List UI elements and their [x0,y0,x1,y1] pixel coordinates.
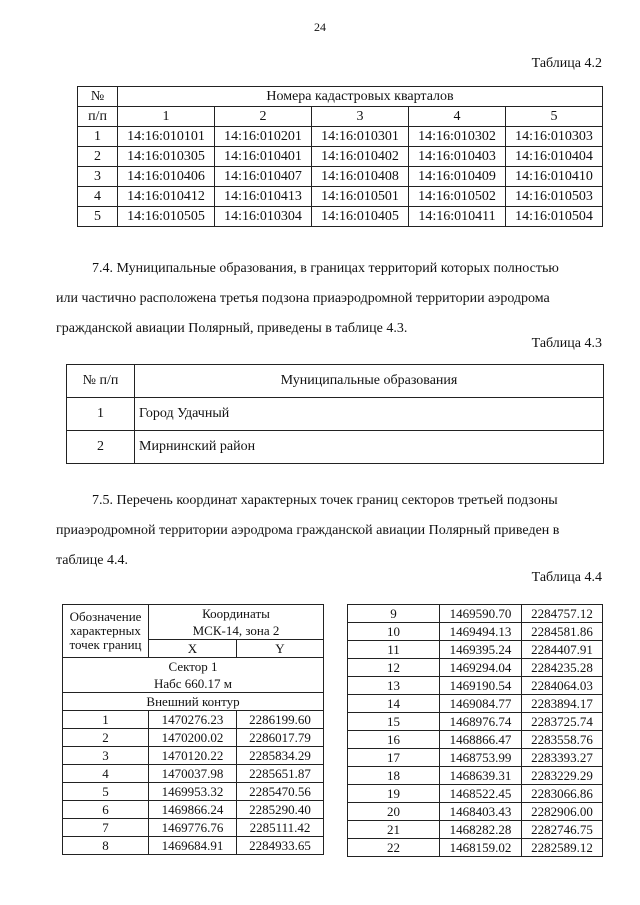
point-number: 6 [63,801,149,819]
table-row [63,747,324,765]
coord-y: 2285470.56 [237,783,324,801]
header-coordinates: Координаты [149,605,324,623]
table-4-4-right [347,604,603,857]
coord-x: 1468639.31 [440,767,522,785]
coord-y: 2284581.86 [522,623,603,641]
page-number: 24 [314,20,326,34]
para-line: приаэродромной территории аэродрома гражданской авиации Полярный приведен в [56,523,560,538]
header-coordinate-system: МСК-14, зона 2 [149,622,324,640]
coord-y: 2283894.17 [522,695,603,713]
cadastral-quarter: 14:16:010410 [506,167,603,187]
coord-y: 2282746.75 [522,821,603,839]
row-number: 2 [67,431,135,464]
cadastral-quarter: 14:16:010304 [215,207,312,227]
row-number: 2 [78,147,118,167]
coord-y: 2286017.79 [237,729,324,747]
col-no-header: № [78,87,118,107]
table-row [348,641,603,659]
point-number: 10 [348,623,440,641]
coord-x: 1469953.32 [149,783,237,801]
cadastral-quarter: 14:16:010401 [215,147,312,167]
coord-x: 1470037.98 [149,765,237,783]
table-4-3 [66,364,604,464]
cadastral-quarter: 14:16:010505 [118,207,215,227]
coord-x: 1469866.24 [149,801,237,819]
table-row [78,127,603,147]
point-number: 7 [63,819,149,837]
cadastral-quarter: 14:16:010302 [409,127,506,147]
cadastral-quarter: 14:16:010305 [118,147,215,167]
point-number: 12 [348,659,440,677]
point-number: 21 [348,821,440,839]
point-number: 2 [63,729,149,747]
table-row [348,659,603,677]
coord-x: 1469494.13 [440,623,522,641]
para-line: 7.4. Муниципальные образования, в границах территорий которых полностью [92,261,559,276]
para-line: или частично расположена третья подзона приаэродромной территории аэродрома [56,291,550,306]
coord-y: 2284757.12 [522,605,603,623]
cadastral-quarter: 14:16:010405 [312,207,409,227]
coord-y: 2284933.65 [237,837,324,855]
coord-y: 2285290.40 [237,801,324,819]
coord-x: 1469084.77 [440,695,522,713]
header-point-designation: Обозначение характерных точек границ [63,605,149,658]
coord-x: 1468282.28 [440,821,522,839]
coord-y: 2282906.00 [522,803,603,821]
table-row [348,803,603,821]
coord-y: 2283558.76 [522,731,603,749]
para-line: таблице 4.4. [56,553,128,568]
table-row [63,819,324,837]
paragraph-7-4 [56,254,606,344]
para-line: гражданской авиации Полярный, приведены в таблице 4.3. [56,321,408,336]
sub-header: 1 [118,107,215,127]
table-row [348,749,603,767]
table-row [348,713,603,731]
table-row [78,147,603,167]
coord-x: 1468976.74 [440,713,522,731]
cadastral-quarter: 14:16:010413 [215,187,312,207]
table-row [63,765,324,783]
table-row [78,167,603,187]
header-y: Y [237,640,324,658]
municipality-name: Город Удачный [135,398,604,431]
cadastral-quarter: 14:16:010412 [118,187,215,207]
table-4-2 [77,86,603,227]
table-row [63,837,324,855]
table-4-4-caption: Таблица 4.4 [531,570,602,585]
table-row [348,839,603,857]
col-no-header: № п/п [67,365,135,398]
cadastral-quarter: 14:16:010409 [409,167,506,187]
table-row [348,695,603,713]
table-row [78,187,603,207]
sub-header: 2 [215,107,312,127]
cadastral-quarter: 14:16:010408 [312,167,409,187]
cadastral-quarter: 14:16:010303 [506,127,603,147]
cadastral-quarter: 14:16:010201 [215,127,312,147]
cadastral-quarter: 14:16:010406 [118,167,215,187]
coord-y: 2285111.42 [237,819,324,837]
table-row [348,785,603,803]
header-x: X [149,640,237,658]
table-row [63,711,324,729]
table-4-4-left [62,604,324,855]
row-number: 5 [78,207,118,227]
coord-x: 1470276.23 [149,711,237,729]
coord-x: 1468753.99 [440,749,522,767]
cadastral-quarter: 14:16:010101 [118,127,215,147]
coord-x: 1469395.24 [440,641,522,659]
table-4-2-caption: Таблица 4.2 [531,56,602,71]
col-name-header: Муниципальные образования [135,365,604,398]
contour-label: Внешний контур [63,693,324,711]
coord-x: 1468866.47 [440,731,522,749]
point-number: 5 [63,783,149,801]
table-row [348,677,603,695]
coord-x: 1469776.76 [149,819,237,837]
table-4-3-caption: Таблица 4.3 [531,336,602,351]
coord-y: 2283066.86 [522,785,603,803]
point-number: 15 [348,713,440,731]
sub-header: 5 [506,107,603,127]
row-number: 4 [78,187,118,207]
sector-title: Сектор 1 [63,658,324,676]
coord-y: 2285834.29 [237,747,324,765]
cadastral-quarter: 14:16:010407 [215,167,312,187]
point-number: 20 [348,803,440,821]
group-header: Номера кадастровых кварталов [118,87,603,107]
sub-header: 4 [409,107,506,127]
point-number: 9 [348,605,440,623]
paragraph-7-5 [56,486,606,576]
cadastral-quarter: 14:16:010402 [312,147,409,167]
coord-x: 1470200.02 [149,729,237,747]
municipality-name: Мирнинский район [135,431,604,464]
point-number: 18 [348,767,440,785]
table-row [348,605,603,623]
coord-y: 2283725.74 [522,713,603,731]
table-row [348,767,603,785]
table-row [63,729,324,747]
table-row [78,207,603,227]
point-number: 1 [63,711,149,729]
table-row [63,783,324,801]
coord-x: 1468522.45 [440,785,522,803]
cadastral-quarter: 14:16:010404 [506,147,603,167]
coord-x: 1469590.70 [440,605,522,623]
coord-x: 1468403.43 [440,803,522,821]
table-row [348,731,603,749]
cadastral-quarter: 14:16:010502 [409,187,506,207]
coord-y: 2284064.03 [522,677,603,695]
coord-y: 2283229.29 [522,767,603,785]
row-number: 1 [78,127,118,147]
coord-y: 2284407.91 [522,641,603,659]
cadastral-quarter: 14:16:010301 [312,127,409,147]
cadastral-quarter: 14:16:010411 [409,207,506,227]
point-number: 16 [348,731,440,749]
cadastral-quarter: 14:16:010503 [506,187,603,207]
point-number: 3 [63,747,149,765]
point-number: 8 [63,837,149,855]
table-row [63,801,324,819]
row-number: 1 [67,398,135,431]
coord-y: 2286199.60 [237,711,324,729]
sub-header: 3 [312,107,409,127]
cadastral-quarter: 14:16:010403 [409,147,506,167]
col-no-header-2: п/п [78,107,118,127]
row-number: 3 [78,167,118,187]
sector-height: Набс 660.17 м [63,675,324,693]
cadastral-quarter: 14:16:010501 [312,187,409,207]
coord-x: 1468159.02 [440,839,522,857]
point-number: 11 [348,641,440,659]
coord-y: 2283393.27 [522,749,603,767]
point-number: 19 [348,785,440,803]
coord-x: 1469684.91 [149,837,237,855]
coord-y: 2284235.28 [522,659,603,677]
point-number: 13 [348,677,440,695]
coord-y: 2282589.12 [522,839,603,857]
point-number: 14 [348,695,440,713]
table-row [348,821,603,839]
coord-y: 2285651.87 [237,765,324,783]
table-row [348,623,603,641]
coord-x: 1470120.22 [149,747,237,765]
point-number: 22 [348,839,440,857]
coord-x: 1469190.54 [440,677,522,695]
cadastral-quarter: 14:16:010504 [506,207,603,227]
coord-x: 1469294.04 [440,659,522,677]
point-number: 17 [348,749,440,767]
point-number: 4 [63,765,149,783]
para-line: 7.5. Перечень координат характерных точек границ секторов третьей подзоны [92,493,558,508]
